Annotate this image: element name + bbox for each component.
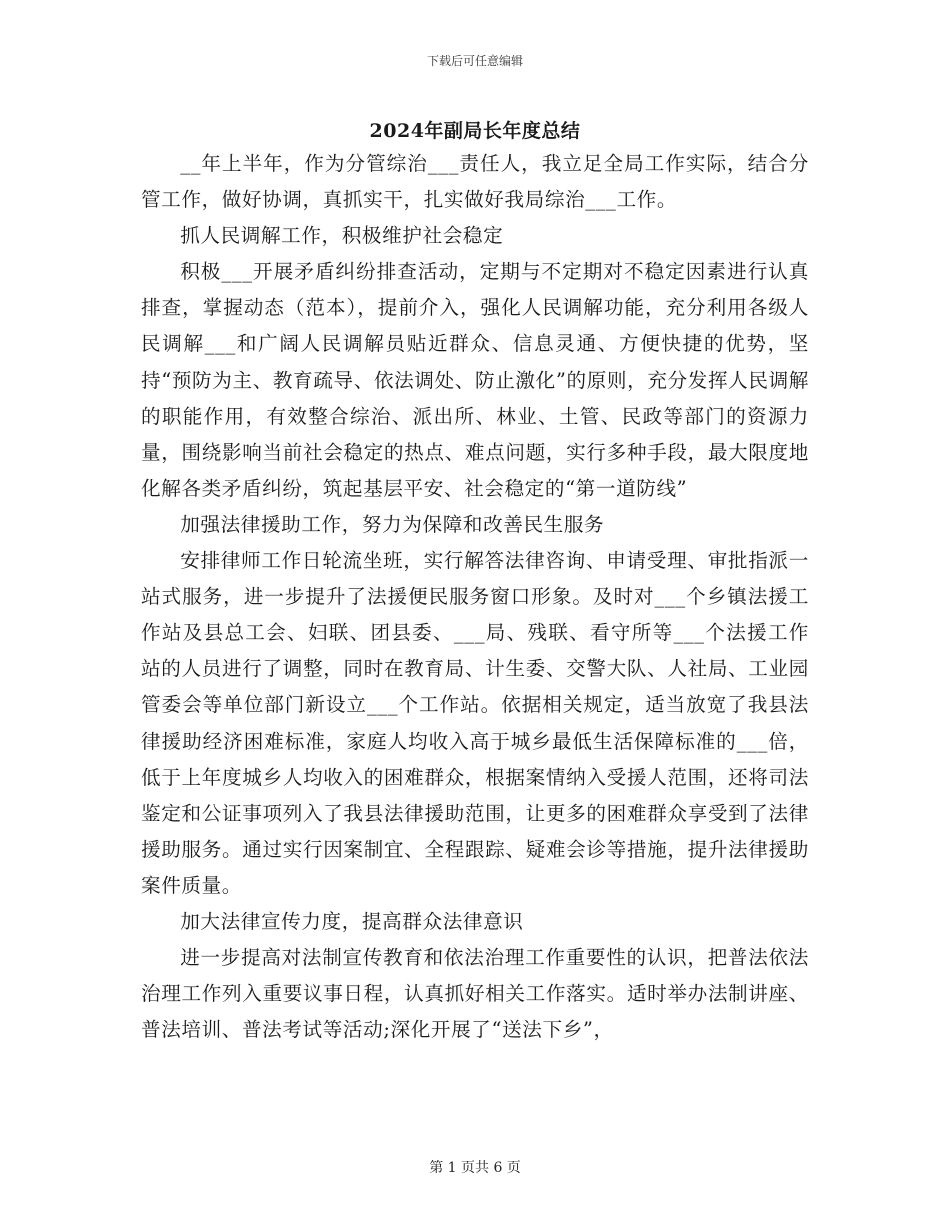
section-heading-mediation: 抓人民调解工作，积极维护社会稳定 xyxy=(180,224,504,248)
paragraph-mediation: 积极___开展矛盾纠纷排查活动，定期与不定期对不稳定因素进行认真排查，掌握动态（范本），提前介入，强化人民调解功能，充分利用各级人民调解___和广阔人民调解员贴近群众、信息灵通、方便快捷的优势，坚持“预防为主、教育疏导、依法调处、防止激化”的原则，充分发挥人民调解的职能作用，有效整合综治、派出所、林业、土管、民政等部门的资源力量，围绕影响当前社会稳定的热点、难点问题，实行多种手段，最大限度地化解各类矛盾纠纷，筑起基层平安、社会稳定的“第一道防线” xyxy=(141,260,809,500)
page-header-note: 下载后可任意编辑 xyxy=(426,54,523,68)
document-body xyxy=(141,146,809,1048)
paragraph-intro: __年上半年，作为分管综治___责任人，我立足全局工作实际，结合分管工作，做好协调，真抓实干，扎实做好我局综治___工作。 xyxy=(141,152,809,212)
paragraph-legal-publicity: 进一步提高对法制宣传教育和依法治理工作重要性的认识，把普法依法治理工作列入重要议事日程，认真抓好相关工作落实。适时举办法制讲座、普法培训、普法考试等活动;深化开展了“送法下乡”， xyxy=(141,946,809,1042)
page-number-footer: 第 1 页共 6 页 xyxy=(429,1160,521,1176)
paragraph-legal-aid: 安排律师工作日轮流坐班，实行解答法律咨询、申请受理、审批指派一站式服务，进一步提升了法援便民服务窗口形象。及时对___个乡镇法援工作站及县总工会、妇联、团县委、___局、残联、看守所等___个法援工作站的人员进行了调整，同时在教育局、计生委、交警大队、人社局、工业园管委会等单位部门新设立___个工作站。依据相关规定，适当放宽了我县法律援助经济困难标准，家庭人均收入高于城乡最低生活保障标准的___倍，低于上年度城乡人均收入的困难群众，根据案情纳入受援人范围，还将司法鉴定和公证事项列入了我县法律援助范围，让更多的困难群众享受到了法律援助服务。通过实行因案制宜、全程跟踪、疑难会诊等措施，提升法律援助案件质量。 xyxy=(141,549,809,897)
section-heading-legal-aid: 加强法律援助工作，努力为保障和改善民生服务 xyxy=(180,512,605,536)
section-heading-legal-publicity: 加大法律宣传力度，提高群众法律意识 xyxy=(180,909,524,933)
document-title: 2024年副局长年度总结 xyxy=(369,120,581,142)
